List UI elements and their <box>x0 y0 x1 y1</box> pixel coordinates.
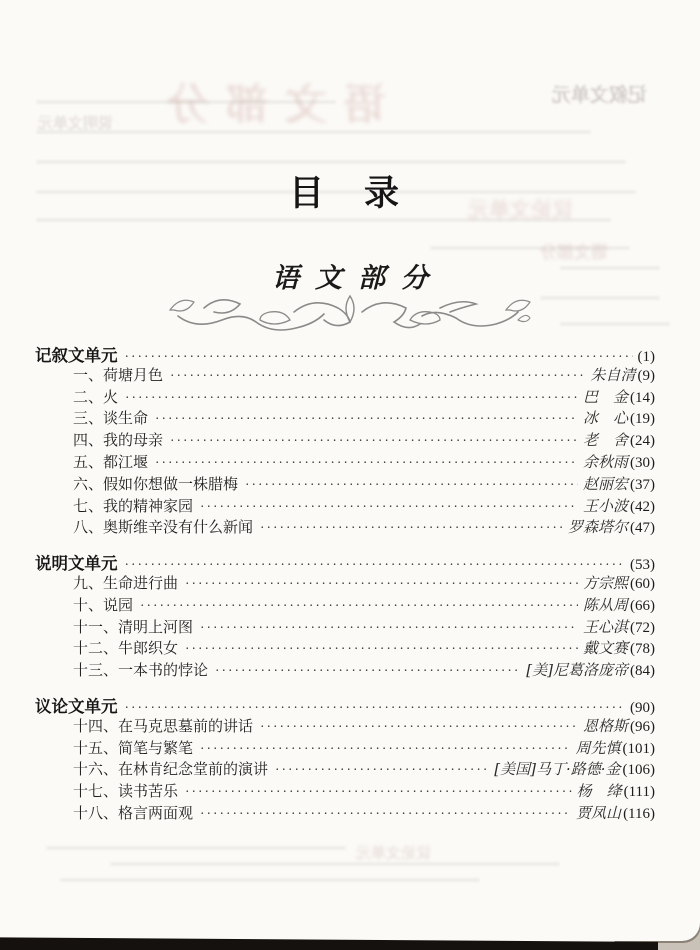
toc-entry <box>35 659 655 681</box>
entry-title: 七、我的精神家园 <box>73 498 194 515</box>
toc-entry <box>35 572 655 594</box>
toc-section-narrative <box>35 342 655 538</box>
toc-section-expository <box>35 550 655 681</box>
entry-title: 十六、在林肯纪念堂前的演讲 <box>73 762 269 779</box>
toc-section-argumentative <box>35 693 655 824</box>
page-number: (37) <box>630 476 655 493</box>
bleed-through-line <box>60 878 480 882</box>
dot-leader <box>170 368 585 384</box>
dot-leader <box>155 411 578 427</box>
page-number: (78) <box>630 641 655 658</box>
entry-title: 六、假如你想做一株腊梅 <box>73 476 239 493</box>
bleed-through-fragment: 议论文单元 <box>468 198 573 222</box>
toc-entry <box>35 386 655 408</box>
part-banner-label: 语文部分 <box>272 263 444 294</box>
scan-edge-bar <box>0 936 658 950</box>
entry-title: 十四、在马克思墓前的讲话 <box>73 718 254 735</box>
bleed-through-fragment: 说明文单元 <box>38 116 114 132</box>
entry-title: 十七、读书苦乐 <box>73 784 179 801</box>
page-number: (106) <box>622 762 655 779</box>
entry-title: 十、说园 <box>73 597 134 614</box>
dot-leader <box>260 520 563 536</box>
toc-entry <box>35 780 655 802</box>
bleed-through-fragment: 语文部分 <box>150 83 387 129</box>
entry-title: 二、火 <box>73 389 119 406</box>
page-number: (1) <box>637 349 655 365</box>
page-number: (47) <box>630 520 655 537</box>
entry-author: 陈从周 <box>582 595 628 614</box>
toc-section-header <box>35 693 655 715</box>
dot-leader <box>245 477 578 493</box>
dot-leader <box>185 784 572 800</box>
section-title: 议论文单元 <box>35 697 118 716</box>
dot-leader <box>200 620 578 636</box>
page-number: (9) <box>637 367 655 384</box>
toc-entry <box>35 715 655 737</box>
bleed-through-line <box>46 846 346 850</box>
toc-entry <box>35 407 655 429</box>
entry-author: [美]尼葛洛庞帝 <box>526 661 628 680</box>
toc-entry <box>35 364 655 386</box>
toc-entry <box>35 758 655 780</box>
dot-leader <box>125 700 626 716</box>
page-number: (30) <box>630 454 655 471</box>
dot-leader <box>260 719 578 735</box>
section-title: 说明文单元 <box>35 555 118 574</box>
toc-entry <box>35 473 655 495</box>
page-number: (90) <box>630 699 655 716</box>
dot-leader <box>155 455 578 471</box>
dot-leader <box>125 390 578 406</box>
bleed-through-line <box>36 100 336 104</box>
dot-leader <box>140 598 578 614</box>
entry-author: [美国]马丁·路德·金 <box>494 760 621 779</box>
entry-title: 三、谈生命 <box>73 411 149 428</box>
entry-author: 朱自清 <box>590 365 636 384</box>
page-number: (111) <box>623 784 655 801</box>
entry-title: 十三、一本书的悖论 <box>73 663 209 680</box>
page-number: (101) <box>622 740 655 757</box>
entry-author: 戴文赛 <box>582 639 628 658</box>
dot-leader <box>215 663 521 679</box>
entry-title: 九、生命进行曲 <box>73 575 179 592</box>
entry-author: 巴 金 <box>582 387 628 406</box>
table-of-contents <box>35 342 655 824</box>
page-corner-curl <box>614 895 700 941</box>
entry-title: 四、我的母亲 <box>73 433 164 450</box>
page-number: (84) <box>630 663 655 680</box>
dot-leader <box>200 806 571 822</box>
page-number: (60) <box>630 575 655 592</box>
entry-author: 王小波 <box>582 496 628 515</box>
entry-author: 贾凤山 <box>576 803 622 822</box>
entry-author: 方宗熙 <box>582 573 628 592</box>
entry-author: 王心淇 <box>582 617 628 636</box>
dot-leader <box>200 499 578 515</box>
toc-entry <box>35 637 655 659</box>
toc-entry <box>35 451 655 473</box>
bleed-through-fragment: 议论文单元 <box>356 846 432 862</box>
toc-section-header <box>35 550 655 572</box>
entry-title: 十二、牛郎织女 <box>73 641 179 658</box>
bleed-through-line <box>110 862 560 866</box>
dot-leader <box>200 741 570 757</box>
entry-author: 周先慎 <box>575 738 621 757</box>
section-title: 记叙文单元 <box>35 347 118 365</box>
toc-entry <box>35 594 655 616</box>
toc-entry <box>35 802 655 824</box>
bleed-through-fragment: 记叙文单元 <box>552 85 648 106</box>
page-number: (96) <box>630 718 655 735</box>
bleed-through-line <box>430 246 630 250</box>
part-banner <box>0 256 700 332</box>
page-number: (24) <box>630 433 655 450</box>
page-number: (19) <box>630 411 655 428</box>
dot-leader <box>275 762 489 778</box>
entry-author: 赵丽宏 <box>582 474 628 493</box>
toc-section-header <box>35 342 655 364</box>
bleed-through-line <box>36 218 611 222</box>
entry-author: 罗森塔尔 <box>567 518 628 537</box>
dot-leader <box>125 557 626 573</box>
entry-title: 十八、格言两面观 <box>73 805 194 822</box>
page-title: 目录 <box>288 174 439 213</box>
entry-author: 余秋雨 <box>582 452 628 471</box>
toc-entry <box>35 616 655 638</box>
entry-author: 恩格斯 <box>582 716 628 735</box>
entry-title: 十一、清明上河图 <box>73 619 194 636</box>
entry-title: 一、荷塘月色 <box>73 367 164 384</box>
entry-title: 十五、简笔与繁笔 <box>73 740 194 757</box>
bleed-through-line <box>36 160 626 164</box>
page-number: (66) <box>630 597 655 614</box>
dot-leader <box>125 349 633 365</box>
entry-title: 五、都江堰 <box>73 454 149 471</box>
toc-entry <box>35 737 655 759</box>
toc-entry <box>35 516 655 538</box>
page-number: (14) <box>630 389 655 406</box>
entry-author: 冰 心 <box>582 409 628 428</box>
bleed-through-fragment: 语文部分 <box>540 243 608 262</box>
toc-entry <box>35 429 655 451</box>
toc-entry <box>35 495 655 517</box>
page-number: (53) <box>630 557 655 574</box>
dot-leader <box>185 576 578 592</box>
dot-leader <box>170 433 578 449</box>
entry-author: 老 舍 <box>582 431 628 450</box>
bleed-through-line <box>36 130 591 134</box>
page-number: (116) <box>623 805 655 822</box>
page-number: (42) <box>630 498 655 515</box>
page-number: (72) <box>630 619 655 636</box>
entry-author: 杨 绛 <box>576 782 622 801</box>
entry-title: 八、奥斯维辛没有什么新闻 <box>73 520 254 537</box>
dot-leader <box>185 641 578 657</box>
